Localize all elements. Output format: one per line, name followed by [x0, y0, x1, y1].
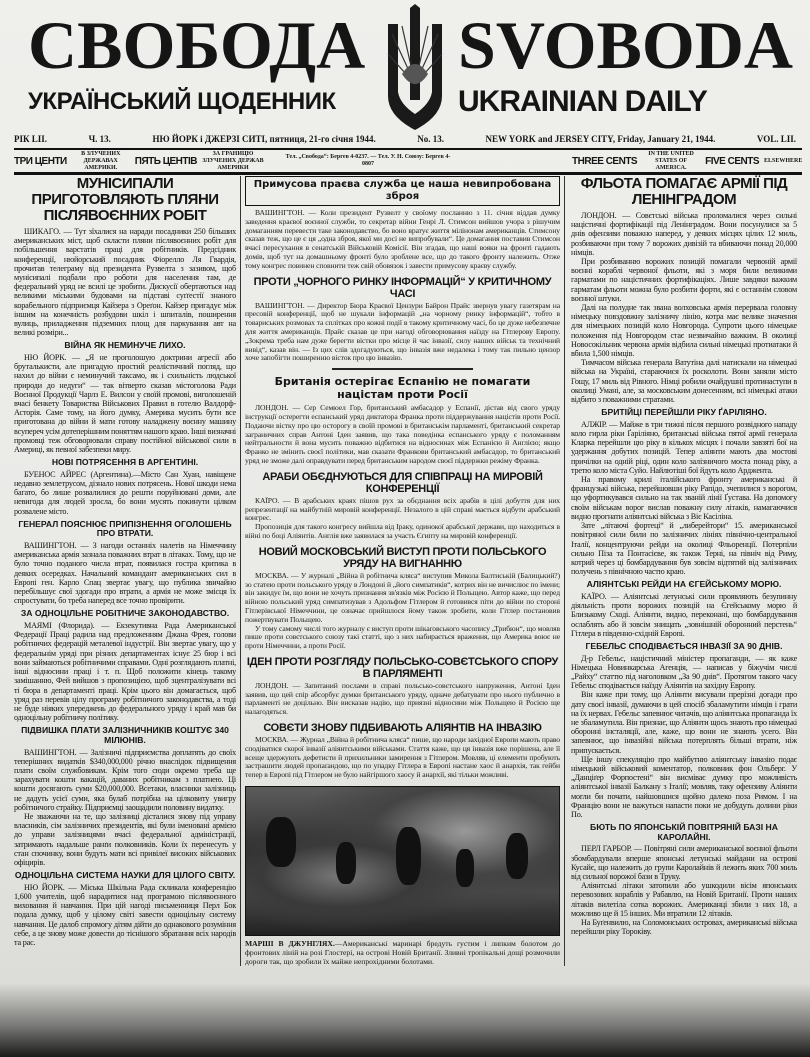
- article-headline: ПРОТИ „ЧОРНОГО РИНКУ ІНФОРМАЦІЙ“ У КРИТИЧНОМУ ЧАСІ: [253, 275, 552, 300]
- trident-icon: [380, 4, 450, 132]
- article: [245, 546, 560, 651]
- article-headline: ГЕБЕЛЬС СПОДІВАЄТЬСЯ ІНВАЗІЇ ЗА 90 ДНІВ.: [585, 640, 783, 651]
- article-headline: АРАБИ ОБЄДНУЮТЬСЯ ДЛЯ СПІВПРАЦІ НА МИРОВІЙ КОНФЕРЕНЦІЇ: [262, 470, 543, 495]
- article-paragraph: БУЕНОС АЙРЕС (Аргентина).—Місто Сан Хуан, навіщене недавно землетрусом, дізнало нових потрясень. Нової шкоди нема багато, бо лише розвалилися до решти поруйновані доми, але невигода для людей зросла, бо вони мусять покинути цілком розвалене місто.: [14, 469, 236, 516]
- article: [571, 823, 797, 936]
- price-note-ua: В ЗЛУЧЕНИХ ДЕРЖАВАХ АМЕРИКИ.: [81, 150, 121, 171]
- article-paragraph: На Буґенвилю, на Соломонських островах, американські війська перейшли ріку Тороківу.: [571, 917, 797, 937]
- masthead-ukrainian: [28, 8, 373, 122]
- place-date-en: NEW YORK and JERSEY CITY, Friday, January 21, 1944.: [485, 134, 716, 144]
- article-headline: ГЕНЕРАЛ ПОЯСНЮЄ ПРИПІЗНЕННЯ ОГОЛОШЕНЬ ПРО ВТРАТИ.: [18, 518, 232, 539]
- dateline: [14, 134, 796, 148]
- article-paragraph: ВАШИНГТОН. — Коли президент Рузвелт у своїому посланню з 11. січня віддав думку заведення краєвої воєнної служби, то секретар війни Генрі Л. Стимсон вийшов учора з рішучим домаганням перевести таке законодавство, бо воно вратує життя мілінонам американців. Стимсону сказав теж, що це є ця „одна зброя, якої ми досі не випробували“. Це домагання поставив Стимсон вчасі пересухання в сенатській Військовій Комісії. Він згадав, що наші вояки на фронті гадають домів, щоб тут на домашньому фронті було зроблене все, що до такого фронту належить. Отже тому конгрес повинен сповнити теж свій обовязок і завести примусову краєву службу.: [245, 208, 560, 270]
- masthead-english: [458, 8, 803, 122]
- article-paragraph: Пропозиція для такого конгресу вийшла від Іраку, одинокої арабської держави, що находиться в війні по боці Аліянтів. Англія вже заявилася за участь Єгипту на мировій конференції.: [245, 522, 560, 540]
- article: [14, 726, 236, 867]
- article: [14, 520, 236, 606]
- article-headline: МУНІСИПАЛИ ПРИГОТОВЛЯЮТЬ ПЛЯНИ ПІСЛЯВОЄННИХ РОБІТ: [31, 175, 219, 224]
- article-paragraph: МАЯМІ (Флорида). — Екзекутивна Рада Американської Федерації Праці радила над предложенням Джана Фрея, голови робітничих федерацій металевої індустрії. Він звертає увагу, що у федеральнім уряді при різних департаментах існує 25 бюр і всі вони займаються робітничими справами. Одні розглядають платні, інші відносини праці і т. п. Щоб положити кінець такому замішанню, Фей вийшов з пропозицією, щоб зцентралізувати всі ті бюра в департаменті праці. Крім цього він домагається, щоб уряд раз перевів цілу програму робітничого законодавства, а тоді не буде ніяких упереджень до федерального уряду і край мав би одноцільну робітничу політику.: [14, 621, 236, 723]
- article-paragraph: НЮ ЙОРК. — „Я не проголошую доктрини агресії або бруталькисти, але пригадую простий реалістичний погляд, що нахил до війни є неминучий таксамо, як і схильність людської природи до недуги“ — так вітверто сказав містоголова Ради Воєнної Продукції Чарлз Е. Вилсон у своїй промові, виголошеній вчасі бенкету Товариства Військових Правил в готелю Валдорф-Асторія. Саме тому, на його думку, Америка мусить бути все приготована до війни й мати готову наладжену воєнну машину всупереч усім дотеперішним поняттям нашого краю. Інші визначні промовці теж обговорювали справу постійної військової сили в Америці, як певної забезпеки миру.: [14, 353, 236, 455]
- price-note-en: IN THE UNITED STATES OF AMERICA.: [648, 150, 694, 171]
- price-three-cents-ua: ТРИ ЦЕНТИ: [14, 155, 67, 167]
- article-headline: ПІДВИШКА ПЛАТИ ЗАЛІЗНИЧНИКІВ КОШТУЄ 340 МІЛЮНІВ.: [21, 725, 229, 745]
- article-paragraph: Далі на полудне так звана волховська армія перервала головну німецьку повздовжну залізничу лінію, котра має велике значення для німецьких позицій коло Новгорода. Супроти цього німецьке положення під Новгородом стає незвичайно важким. В околиці Новосокільник червона армія відбила сильні німецькі протиатаки й вбила 1,500 німців.: [571, 303, 797, 359]
- price-note-elsewhere-en: ELSEWHERE: [764, 157, 803, 164]
- article-paragraph: ШИКАГО. — Тут зїхалися на наради посадники 250 більших американських міст, щоб скласти пляни післявоєнних робіт для побільшення варстатів праці для робітників. Предсідник конференції, нюйорський посадник Фіорелло Ля Гвардія, прочитав телеграму від президента Рузвелта з зазивом, щоб мунісипалі подбали про роботи для населення там, де федеральний уряд не всилі це зробити. Дискусії обертаються над великими міськими будовами на підставі суґґестії знаного корабельного підприємця Кайзера з Ореґон. Кайзер пригадує між іншим на конечність розбудови шкіл і шпиталів, поширення вулиць, приладження підземних площ для паркування авт на великі розміри...: [14, 227, 236, 338]
- article-paragraph: ЛОНДОН. — Сер Семюел Гор, британський амбасадор у Еспанії, дістав від свого уряду інструкції остерегти еспанський уряд диктатора Франка проти піддержування націстів проти Росії. Подаючи вістку про цю осторогу в своїй промові в британськім парламенті, британський секретар заграничних справ Антоні Іден заявив, що така поведінка еспанського уряду є поломанням нейтральности й вона мусить поважно відбитися на відносинах між Еспанією й Англією; якщо Франко не змінить своєї політики, мав сказати Франкови британський амбасадор, то британський уряд не зможе далі оправдувати перед британським народом своєї піддержки режіму Франка.: [245, 403, 560, 465]
- article-headline: ВІЙНА ЯК НЕМИНУЧЕ ЛИХО.: [64, 340, 186, 351]
- article-paragraph: Аліянтські літаки затопили або ушкодили вісім японських перевозових кораблів у Рабавлю, на Новій Британії. Проти наших літаків вилетіла сотка ворожих. Американці збили з них 18, а можливо ще й 15 інших. Ми втратили 12 літаків.: [571, 881, 797, 918]
- article-paragraph: НЮ ЙОРК. — Міська Шкільна Рада скликала конференцію 1,600 учителів, щоб нарадитися над програмою післявоєнного виховання й навчання. При цій нагоді письменниця Перл Бок подала думку, щоб у цілому світі завести одноцільну систему навчання. Це далоб спромогу дітям дійти до однакового розуміння себе, а це знову може довести до тіснішого збратання всіх народів та рас.: [14, 882, 236, 947]
- volume-en: VOL. LII.: [756, 134, 796, 144]
- article: [245, 656, 560, 717]
- news-photo-marines-in-jungle: [245, 786, 560, 936]
- masthead: [0, 0, 810, 132]
- price-line: [14, 150, 803, 171]
- article-headline: ІДЕН ПРОТИ РОЗГЛЯДУ ПОЛЬСЬКО-СОВЄТСЬКОГО СПОРУ В ПАРЛЯМЕНТІ: [246, 655, 559, 680]
- price-note-abroad-ua: ЗА ГРАНИЦЮ ЗЛУЧЕНИХ ДЕРЖАВ АМЕРИКИ: [202, 150, 264, 171]
- price-three-cents-en: THREE CENTS: [572, 155, 638, 167]
- article-headline: ФЛЬОТА ПОМАГАЄ АРМІЇ ПІД ЛЕНІНГРАДОМ: [580, 175, 788, 208]
- phone-numbers: Тел. „Свобода“: Бергев 4-0237. — Тел. У. Н. Союзу: Бергев 4-0807: [285, 154, 451, 167]
- caption-title: МАРШІ В ДЖУНГЛЯХ.: [245, 939, 335, 949]
- number-en: No. 13.: [417, 134, 444, 144]
- article-paragraph: У тому самому числі того журналу є виступ проти шікаґовського часопису „Трибюн“, що мовляв пише проти совєтського союзу такі статті, що з них набирається враження, що Америка воює не проти Німеччини, а проти Росії.: [245, 623, 560, 651]
- article-paragraph: ВАШИНГТОН. — З нагоди останніх налетів на Німеччину американська армія зазнала поважних втрат в літаках. Тому, що не було точно поданого числа втрат, появилася гостра критика в деяких осередках. Начальний командант американських сил в Европі ген. Карло Спац звертає увагу, що публика звичайно перебільшує свої здогади про втрати, а армія не може змісця їх спростувати, бо треба наперед все точно провірити.: [14, 541, 236, 606]
- article-headline: БРИТІЙЦІ ПЕРЕЙШЛИ РІКУ ҐАРІЛІЯНО.: [601, 407, 767, 418]
- article-paragraph: МОСКВА. — У журналі „Війна й робітнича кляса“ виступив Микола Балтиській (Балицький?) зо статею проти польського уряду в Лондоні й „його симпатиків“, котрих він не вичислює по імени; він закидує їм, що вони не хочуть признання зв'язків між Росією й Польщею. Автор каже, що перед війною польський уряд симпатизував з Адольфом Гітлером й готовився піти до війни по стороні Гітлерівської Німеччини, це означає прийшлося йому також зробити, коли Гітлер постановив пожертвувати Польщею.: [245, 570, 560, 624]
- article-paragraph: Не зважаючи на те, що залізниці дісталися знову під управу власників, сім залізничих президентів, які були іменовані армією до управи залізницями вчасі федеральної адміністрації, затримають надальше ранґи полковників. Коли їх перенесуть у стан спочинку, вони будуть мати всі привілеї високих військових офіцирів.: [14, 811, 236, 867]
- article: [245, 176, 560, 271]
- article: [14, 609, 236, 722]
- title-ukrainian: СВОБОДА: [28, 7, 366, 83]
- article: [245, 276, 560, 364]
- article-paragraph: Д-р Гебельс, націстичний міністер пропаганди, — як каже Німецька Новинкарська Агенція, — написав у біжучім числі „Райху“ статтю під наголовком „За 90 днів“. Протягом такого часу Гебельс сподівається наїзду Аліянтів на західну Европу.: [571, 653, 797, 691]
- article-headline: АЛІЯНТСЬКІ РЕЙДИ НА ЄГЕЙСЬКОМУ МОРЮ.: [586, 579, 782, 590]
- article-headline: Примусова праєва служба це наша невипробована зброя: [245, 176, 560, 206]
- article: [14, 871, 236, 947]
- article-paragraph: ПЕРЛ ГАРБОР. — Повітряні сили американської воєнної фльоти збомбардували вперше японські летунські майдани на острові Кусайє, що належить до групи Каролайнів й лежить яких 700 миль від сильної ворожої бази в Труку.: [571, 844, 797, 881]
- article-paragraph: Зате „літаючі фортеці“ й „либерейтори“ 15. американської повітряної сили били по залізничих лініях північно-центральної Італії, концентруючи рейди на околиці Фльоренції. Потерпіли сильно Піза та Понтасієве, як також Терні, на північ від Риму, котрий через ці бомбардування був зовсім відтятий від залізничих получень з північною частю краю.: [571, 521, 797, 577]
- article-paragraph: При розбиванню ворожих позицій помагали червоній армії воєнні кораблі червоної фльоти, які з моря били великими гарматами по націстичних фортифікаціях. Лише завдяки важким гарматам фльоти можна було розбити форти, які є останнім словом воєнної штуки.: [571, 257, 797, 303]
- article: [245, 722, 560, 780]
- divider: [332, 368, 474, 370]
- place-date-ua: НЮ ЙОРК і ДЖЕРЗІ СИТІ, пятниця, 21-го січня 1944.: [152, 134, 376, 144]
- article-paragraph: КАЇРО. — В арабських краях пішов рух за обєднання всіх арабів в цілі добуття для них репрезентації на майбутній мировій конференції. Незалого в цій справі мається відбути арабський конгрес.: [245, 495, 560, 523]
- article: [14, 341, 236, 454]
- article-paragraph: ЛОНДОН. — Запитаний послами в справі польсько-совєтського напруження, Антоні Іден заявив, що цей спір абсорбує думки британського уряду, одначе дебатувати про нього публично в парламенті не доцільно. Він висказав надію, що приязні відносини між Польщею й Росією ще налагодяться.: [245, 680, 560, 717]
- article: [571, 408, 797, 576]
- column-middle: [240, 176, 565, 966]
- year-ua: РІК LII.: [14, 134, 48, 144]
- price-five-cents-ua: ПЯТЬ ЦЕНТІВ: [134, 155, 198, 167]
- title-english: SVOBODA: [458, 7, 793, 83]
- article-paragraph: МОСКВА. — Журнал „Війна й робітнича кляса“ пише, що народи західної Европи мають право сподіватися скорої інвазії аліянтськими військами. Стаття каже, що ця інвазія вже порішена, але її всеще здержують дефетисти й прихильники замирення з Гітлером. Мовляв, ці елементи пробують застрашити людей пропаґандою, що по упадку Гітлера в Европі настане хаос й анархія, так гейби тепер в Европі під Гітлером не було найгіршого хаосу й анархії, які тільки можливі.: [245, 735, 560, 780]
- article-paragraph: ВАШИНГТОН. — Директор Бюра Краєвої Цензури Байрон Прайс звернув увагу газетярам на пресовій конференції, щоб не шукали інформацій „на чорному ринку інформацій“, тобто в товариських розмовах та сплітках про кожні події в такому критичному часі, бо це дуже небезпечне для життя американців. Прайс сказав це при нагоді обговорювання наїзду на Гітлерову Европу. „Зокрема треба нам дуже берегти вістки про місце й час інвазії, силу наших військ та технічний вивід“, казав він. — Із цих слів здогадуються, що інвазія вже недалека і тому так пильно цензор хоче запобігти поширенню вісток про цю інвазію.: [245, 300, 560, 363]
- photo-caption: [245, 939, 560, 966]
- article: [14, 458, 236, 516]
- article-paragraph: АЛЖІР. — Майже в три тижні після першого розвідного нападу коло гирла ріки Ґаріліяно, британські війська пятої армії генерала Кларка перейшли цю ріку в кількох місцях і почали завзяті бої на удержання добутих позицій. Тепер аліянти мають два мостові причілки на одній ріці, один коло залізничого моста понад ріку, а третю коло міста Суйо. Найлютіші бої йдуть коло Арджента.: [571, 419, 797, 475]
- column-left: [14, 176, 236, 947]
- article: [571, 642, 797, 819]
- price-five-cents-en: FIVE CENTS: [705, 155, 759, 167]
- article-paragraph: Тимчасом війська генерала Ватутіна далі натискали на німецькі війська на Україні, стараючися їх росколоти. Вони заняли місто Гощу, 17 миль від Рівного. Німці робили очайдушні протинаступи в околиці Умані, але, за московським донесенням, всі німецькі атаки відбито з поважними стратами.: [571, 358, 797, 405]
- article-paragraph: Ще іншу спекуляцію про майбутню аліянтську інвазію подає німецький військовий коментатор, полковник фон Ольберг. У „Данціґер Форпостені“ він висміває думку про можливість аліянтської інвазії Балкану з Італії; мовляв, таку офензиву Аліянти могли би почати, найшовшися щойно далеко поза Римом. І на Францію вони не важуться напасти поки не добудуть долини ріки По.: [571, 754, 797, 819]
- article: [571, 580, 797, 638]
- caption-text: —Американські маринарі бредуть густим і липким болотом до фронтових ліній на розі Глостері, на острові Новій Британії. Зливні тропікальні дощі розмочили дороги так, що зробили їх майже непрохідними болотами.: [245, 939, 560, 967]
- column-right: [571, 176, 797, 936]
- subtitle-english: UKRAINIAN DAILY: [458, 85, 707, 118]
- article: [14, 176, 236, 337]
- article-paragraph: ЛОНДОН. — Совєтські війська проломалися через сильні націстичні фортифікації під Ленінградом. Вони посунулися за 5 днів офензиви поважно наперед, у деяких місцях цілих 12 миль, розбиваючи при тому 7 ворожих дивізій та вбиваючи понад 20,000 німців.: [571, 211, 797, 257]
- article: [245, 471, 560, 541]
- article-paragraph: КАЇРО. — Аліянтські летунські сили проявляють безупинну діяльність проти ворожих позицій на Єгейському морю й Близькому Сході. Аліянти, видно, переконані, що бомбардування ослаблять або й зовсім знищать „зовнішній оборонний перстень“ Гітлера в південно-східній Европі.: [571, 591, 797, 638]
- article-headline: ОДНОЦІЛЬНА СИСТЕМА НАУКИ ДЛЯ ЦІЛОГО СВІТУ.: [14, 870, 236, 881]
- article-headline: НОВИЙ МОСКОВСЬКИЙ ВИСТУП ПРОТИ ПОЛЬСЬКОГО УРЯДУ НА ВИГНАННЮ: [258, 545, 547, 570]
- article: [245, 375, 560, 466]
- subtitle-ukrainian: УКРАЇНСЬКИЙ ЩОДЕННИК: [28, 88, 336, 115]
- article-paragraph: На правому крилі італійського фронту американські й французькі війська, перейшовши ріку Рапідо, зчепилися з ворогом, що уфортикувався сильно на так званій лінії Ґустава. На допомогу своїм військам ворог вислав поважну силу літаків, намагаючися видно прогнати аліянтські війська з Віє Касіліна.: [571, 475, 797, 521]
- article-headline: БЮТЬ ПО ЯПОНСЬКІЙ ПОВІТРЯНІЙ БАЗІ НА КАРОЛАЙНІ.: [590, 822, 778, 842]
- article-paragraph: ВАШИНГТОН. — Залізничі підприємства доплатять до своїх теперішних видатків $340,000,000 річно внаслідок підвищення плати своїм службовикам. Крім того сюди окремо треба ще зарахувати кошти вакацій, даваних робітникам з платнею. Ці кошти досягають суми $20,000,000. Всетаки, власники залізниць не дадуть усієї суми, яка булаб потрібна на цілковиту увигру робітничого страйку. Підприємці заощадили половину видатку.: [14, 747, 236, 812]
- article-headline: СОВЄТИ ЗНОВУ ПІДБИВАЮТЬ АЛІЯНТІВ НА ІНВАЗІЮ: [263, 722, 542, 735]
- article: [571, 176, 797, 404]
- article-headline: Британія остерігає Еспанію не помагати націстам проти Росії: [274, 375, 531, 402]
- number-ua: Ч. 13.: [88, 134, 111, 144]
- article-paragraph: Він каже при тому, що Аліянти висували прерізні догади про дату своєї інвазії, думаючи в цей спосіб збаламутити німців і грати на їх нервах. Гебельс запевнює читачів, що аліянтська пропаганда їх не збаламутила. Він признає, що Аліянти щось знають про німецькі оборонні інсталяції, але, каже, що вони не знають усего. Він запевнює, що інвазійні війська потерплять більші втрати, ніж припускається.: [571, 690, 797, 755]
- article-headline: НОВІ ПОТРЯСЕННЯ В АРГЕНТИНІ.: [51, 457, 199, 468]
- article-headline: ЗА ОДНОЦІЛЬНЕ РОБІТНИЧЕ ЗАКОНОДАВСТВО.: [20, 608, 230, 619]
